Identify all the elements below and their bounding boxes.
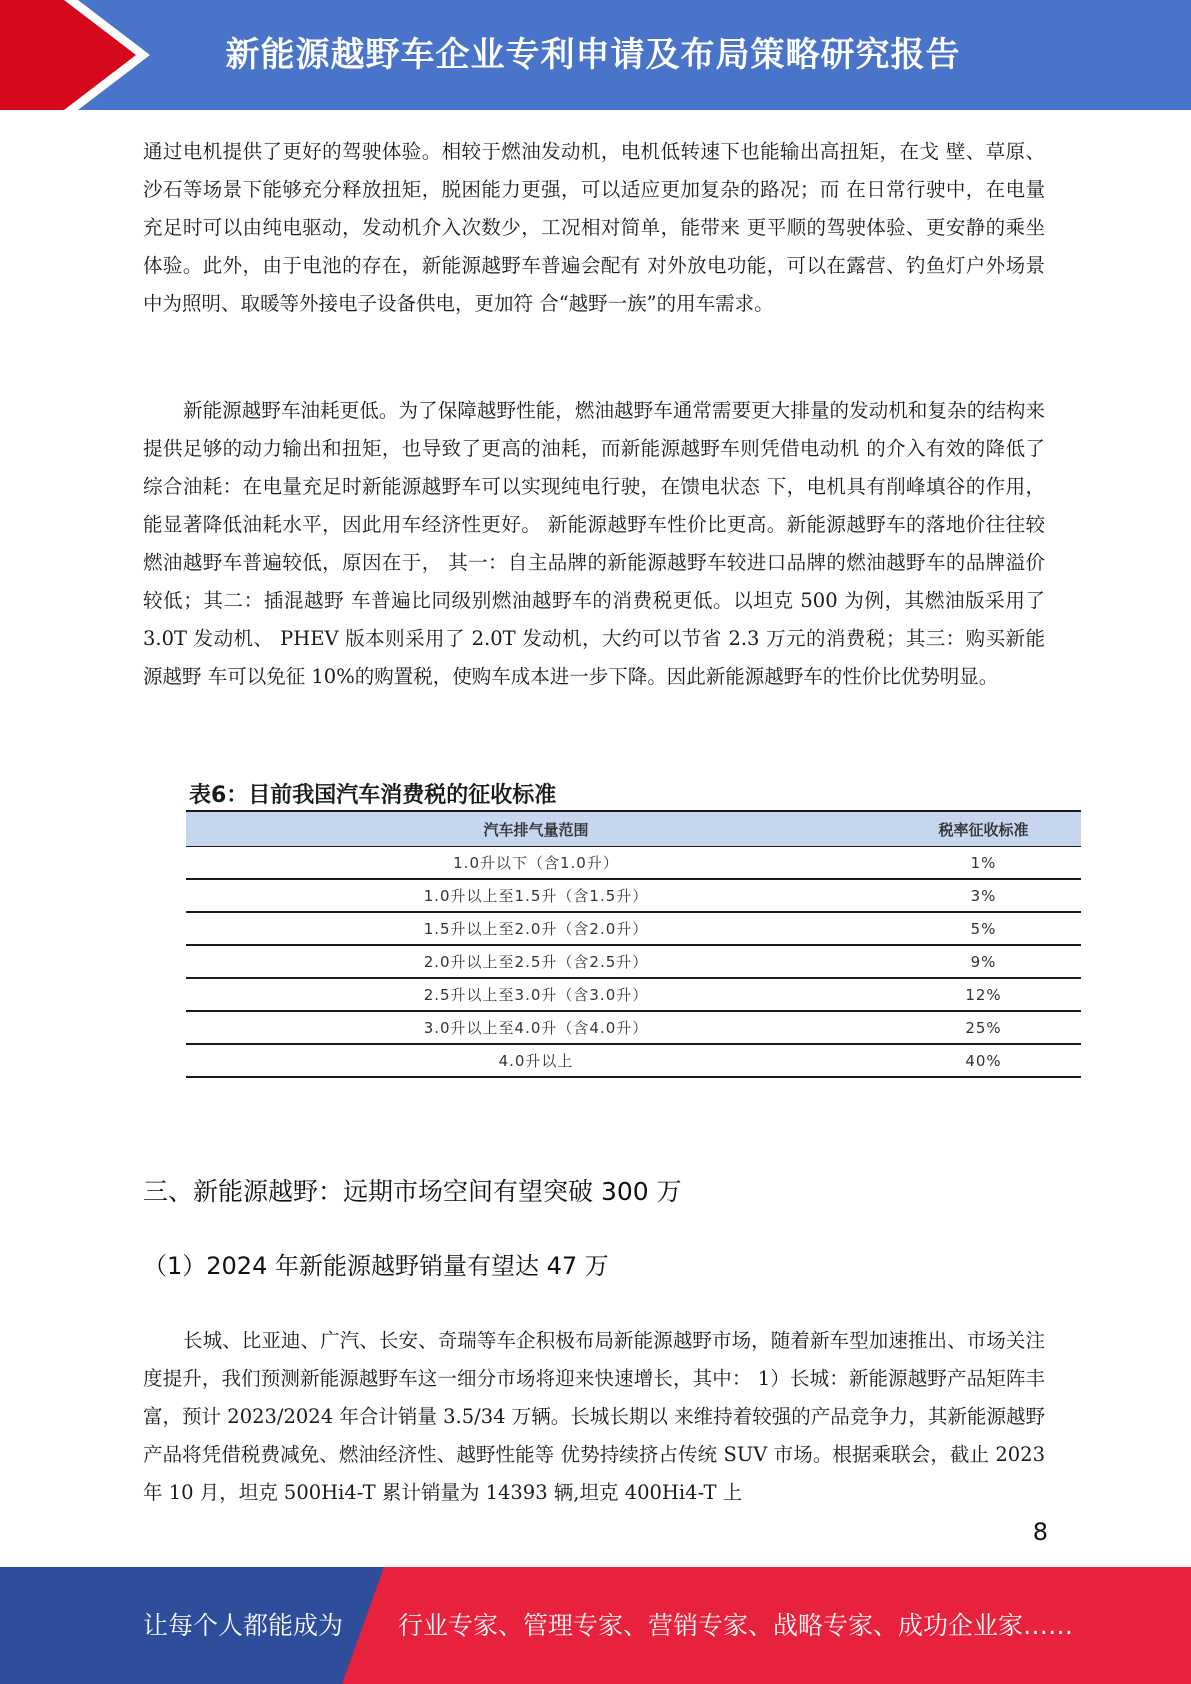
table-row <box>186 978 1081 1011</box>
consumption-tax-table <box>186 810 1081 1078</box>
table-cell-displacement: 1.0升以下（含1.0升） <box>186 847 886 880</box>
table-row <box>186 945 1081 978</box>
footer-slogan-right: 行业专家、管理专家、营销专家、战略专家、成功企业家…… <box>398 1611 1074 1640</box>
footer-slogan-left: 让每个人都能成为 <box>143 1611 344 1640</box>
table-cell-rate: 12% <box>886 978 1081 1011</box>
table-cell-rate: 5% <box>886 912 1081 945</box>
table-row <box>186 1011 1081 1044</box>
report-title: 新能源越野车企业专利申请及布局策略研究报告 <box>225 35 961 75</box>
table-cell-rate: 25% <box>886 1011 1081 1044</box>
body-paragraph-3: 长城、比亚迪、广汽、长安、奇瑞等车企积极布局新能源越野市场，随着新车型加速推出、市场关注度提升，我们预测新能源越野车这一细分市场将迎来快速增长，其中： 1）长城：新能源越野产品矩阵丰富，预计 2023/2024 年合计销量 3.5/34 万辆。长城长期以 来维持着较强的产品竞争力，其新能源越野产品将凭借税费减免、燃油经济性、越野性能等 优势持续挤占传统 SUV 市场。根据乘联会，截止 2023 年 10 月，坦克 500Hi4-T 累计销量为 14393 辆,坦克 400Hi4-T 上 <box>143 1329 1045 1504</box>
table-cell-rate: 9% <box>886 945 1081 978</box>
table-cell-rate: 1% <box>886 847 1081 880</box>
table-row <box>186 912 1081 945</box>
table-header-row <box>186 811 1081 847</box>
table-row <box>186 879 1081 912</box>
table-cell-rate: 40% <box>886 1044 1081 1077</box>
table-cell-displacement: 1.0升以上至1.5升（含1.5升） <box>186 879 886 912</box>
page-footer <box>0 1567 1191 1684</box>
table-row <box>186 847 1081 880</box>
body-paragraph-2: 新能源越野车油耗更低。为了保障越野性能，燃油越野车通常需要更大排量的发动机和复杂的结构来提供足够的动力输出和扭矩，也导致了更高的油耗，而新能源越野车则凭借电动机 的介入有效的降低了综合油耗：在电量充足时新能源越野车可以实现纯电行驶，在馈电状态 下，电机具有削峰填谷的作用，能显著降低油耗水平，因此用车经济性更好。 新能源越野车性价比更高。新能源越野车的落地价往往较燃油越野车普遍较低，原因在于， 其一：自主品牌的新能源越野车较进口品牌的燃油越野车的品牌溢价较低；其二：插混越野 车普遍比同级别燃油越野车的消费税更低。以坦克 500 为例，其燃油版采用了 3.0T 发动机、 PHEV 版本则采用了 2.0T 发动机，大约可以节省 2.3 万元的消费税；其三：购买新能源越野 车可以免征 10%的购置税，使购车成本进一步下降。因此新能源越野车的性价比优势明显。 <box>143 399 1045 688</box>
table-row <box>186 1044 1081 1077</box>
body-paragraph-1: 通过电机提供了更好的驾驶体验。相较于燃油发动机，电机低转速下也能输出高扭矩，在戈 壁、草原、沙石等场景下能够充分释放扭矩，脱困能力更强，可以适应更加复杂的路况；而 在日常行驶中，在电量充足时可以由纯电驱动，发动机介入次数少，工况相对简单，能带来 更平顺的驾驶体验、更安静的乘坐体验。此外，由于电池的存在，新能源越野车普遍会配有 对外放电功能，可以在露营、钓鱼灯户外场景中为照明、取暖等外接电子设备供电，更加符 合“越野一族”的用车需求。 <box>143 140 1045 315</box>
table-cell-displacement: 2.0升以上至2.5升（含2.5升） <box>186 945 886 978</box>
table-header-displacement: 汽车排气量范围 <box>186 811 886 847</box>
table-cell-displacement: 1.5升以上至2.0升（含2.0升） <box>186 912 886 945</box>
table-header-rate: 税率征收标准 <box>886 811 1081 847</box>
table-cell-displacement: 2.5升以上至3.0升（含3.0升） <box>186 978 886 1011</box>
section-heading: 三、新能源越野：远期市场空间有望突破 300 万 <box>143 1177 682 1206</box>
table-cell-displacement: 4.0升以上 <box>186 1044 886 1077</box>
table-cell-rate: 3% <box>886 879 1081 912</box>
subsection-heading: （1）2024 年新能源越野销量有望达 47 万 <box>143 1252 609 1280</box>
page-header <box>0 0 1191 110</box>
table-cell-displacement: 3.0升以上至4.0升（含4.0升） <box>186 1011 886 1044</box>
table-caption: 表6：目前我国汽车消费税的征收标准 <box>189 783 557 808</box>
page-number: 8 <box>1032 1518 1048 1546</box>
